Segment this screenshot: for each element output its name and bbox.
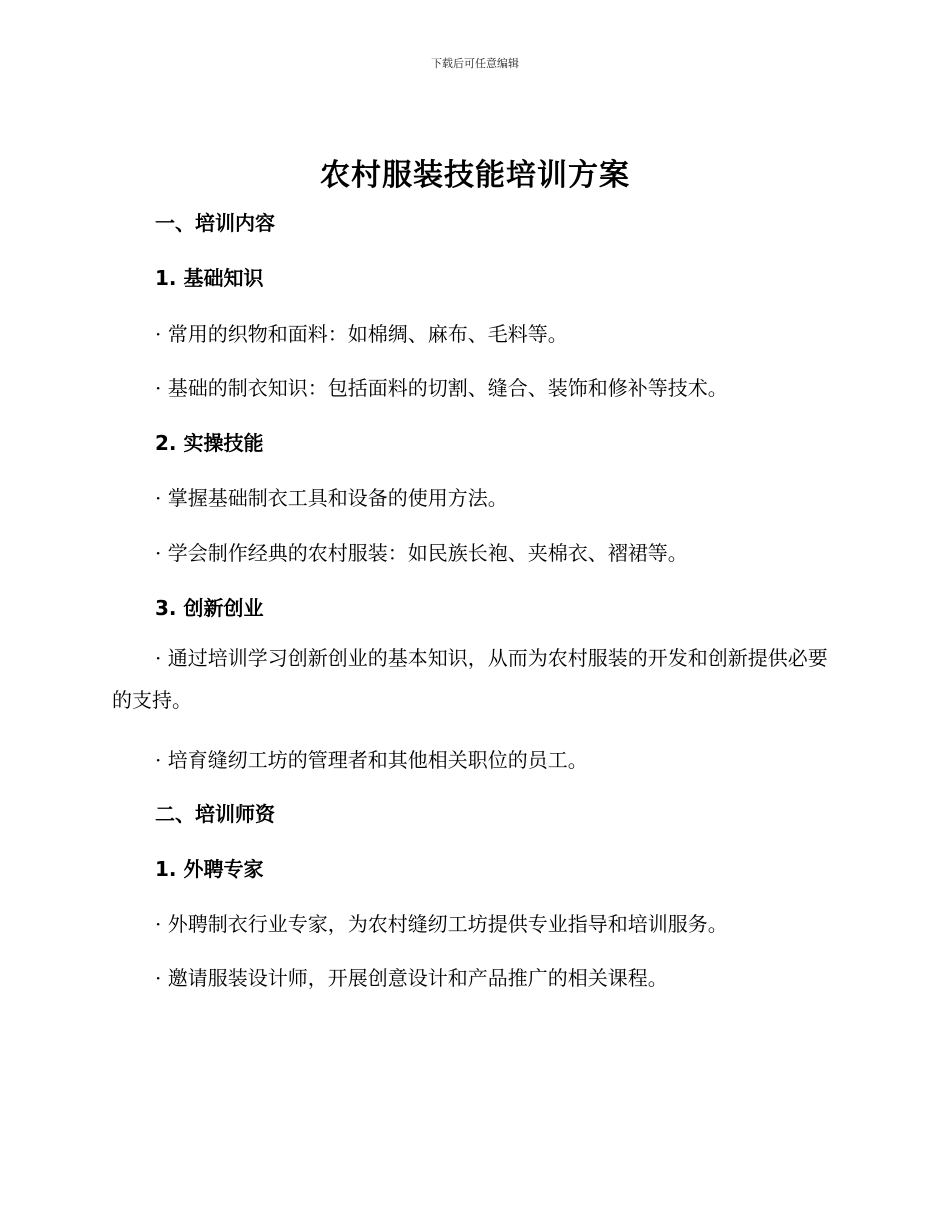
section-heading-training-faculty: 二、培训师资: [155, 802, 275, 826]
list-item: · 邀请服装设计师，开展创意设计和产品推广的相关课程。: [155, 966, 668, 990]
section-heading-training-content: 一、培训内容: [155, 211, 275, 235]
header-note: 下载后可任意编辑: [431, 57, 519, 70]
list-item: · 常用的织物和面料：如棉绸、麻布、毛料等。: [155, 322, 568, 346]
subsection-heading-external-experts: 1. 外聘专家: [155, 857, 264, 881]
document-title: 农村服装技能培训方案: [320, 158, 630, 193]
subsection-heading-innovation: 3. 创新创业: [155, 596, 264, 620]
list-item: · 培育缝纫工坊的管理者和其他相关职位的员工。: [155, 748, 588, 772]
list-item: · 掌握基础制衣工具和设备的使用方法。: [155, 486, 508, 510]
subsection-heading-basic-knowledge: 1. 基础知识: [155, 266, 264, 290]
list-item: · 基础的制衣知识：包括面料的切割、缝合、装饰和修补等技术。: [155, 376, 728, 400]
list-item: · 外聘制衣行业专家，为农村缝纫工坊提供专业指导和培训服务。: [155, 912, 728, 936]
list-item: · 学会制作经典的农村服装：如民族长袍、夹棉衣、褶裙等。: [155, 541, 688, 565]
list-item: · 通过培训学习创新创业的基本知识，从而为农村服装的开发和创新提供必要的支持。: [112, 646, 828, 712]
subsection-heading-practical-skills: 2. 实操技能: [155, 431, 264, 455]
